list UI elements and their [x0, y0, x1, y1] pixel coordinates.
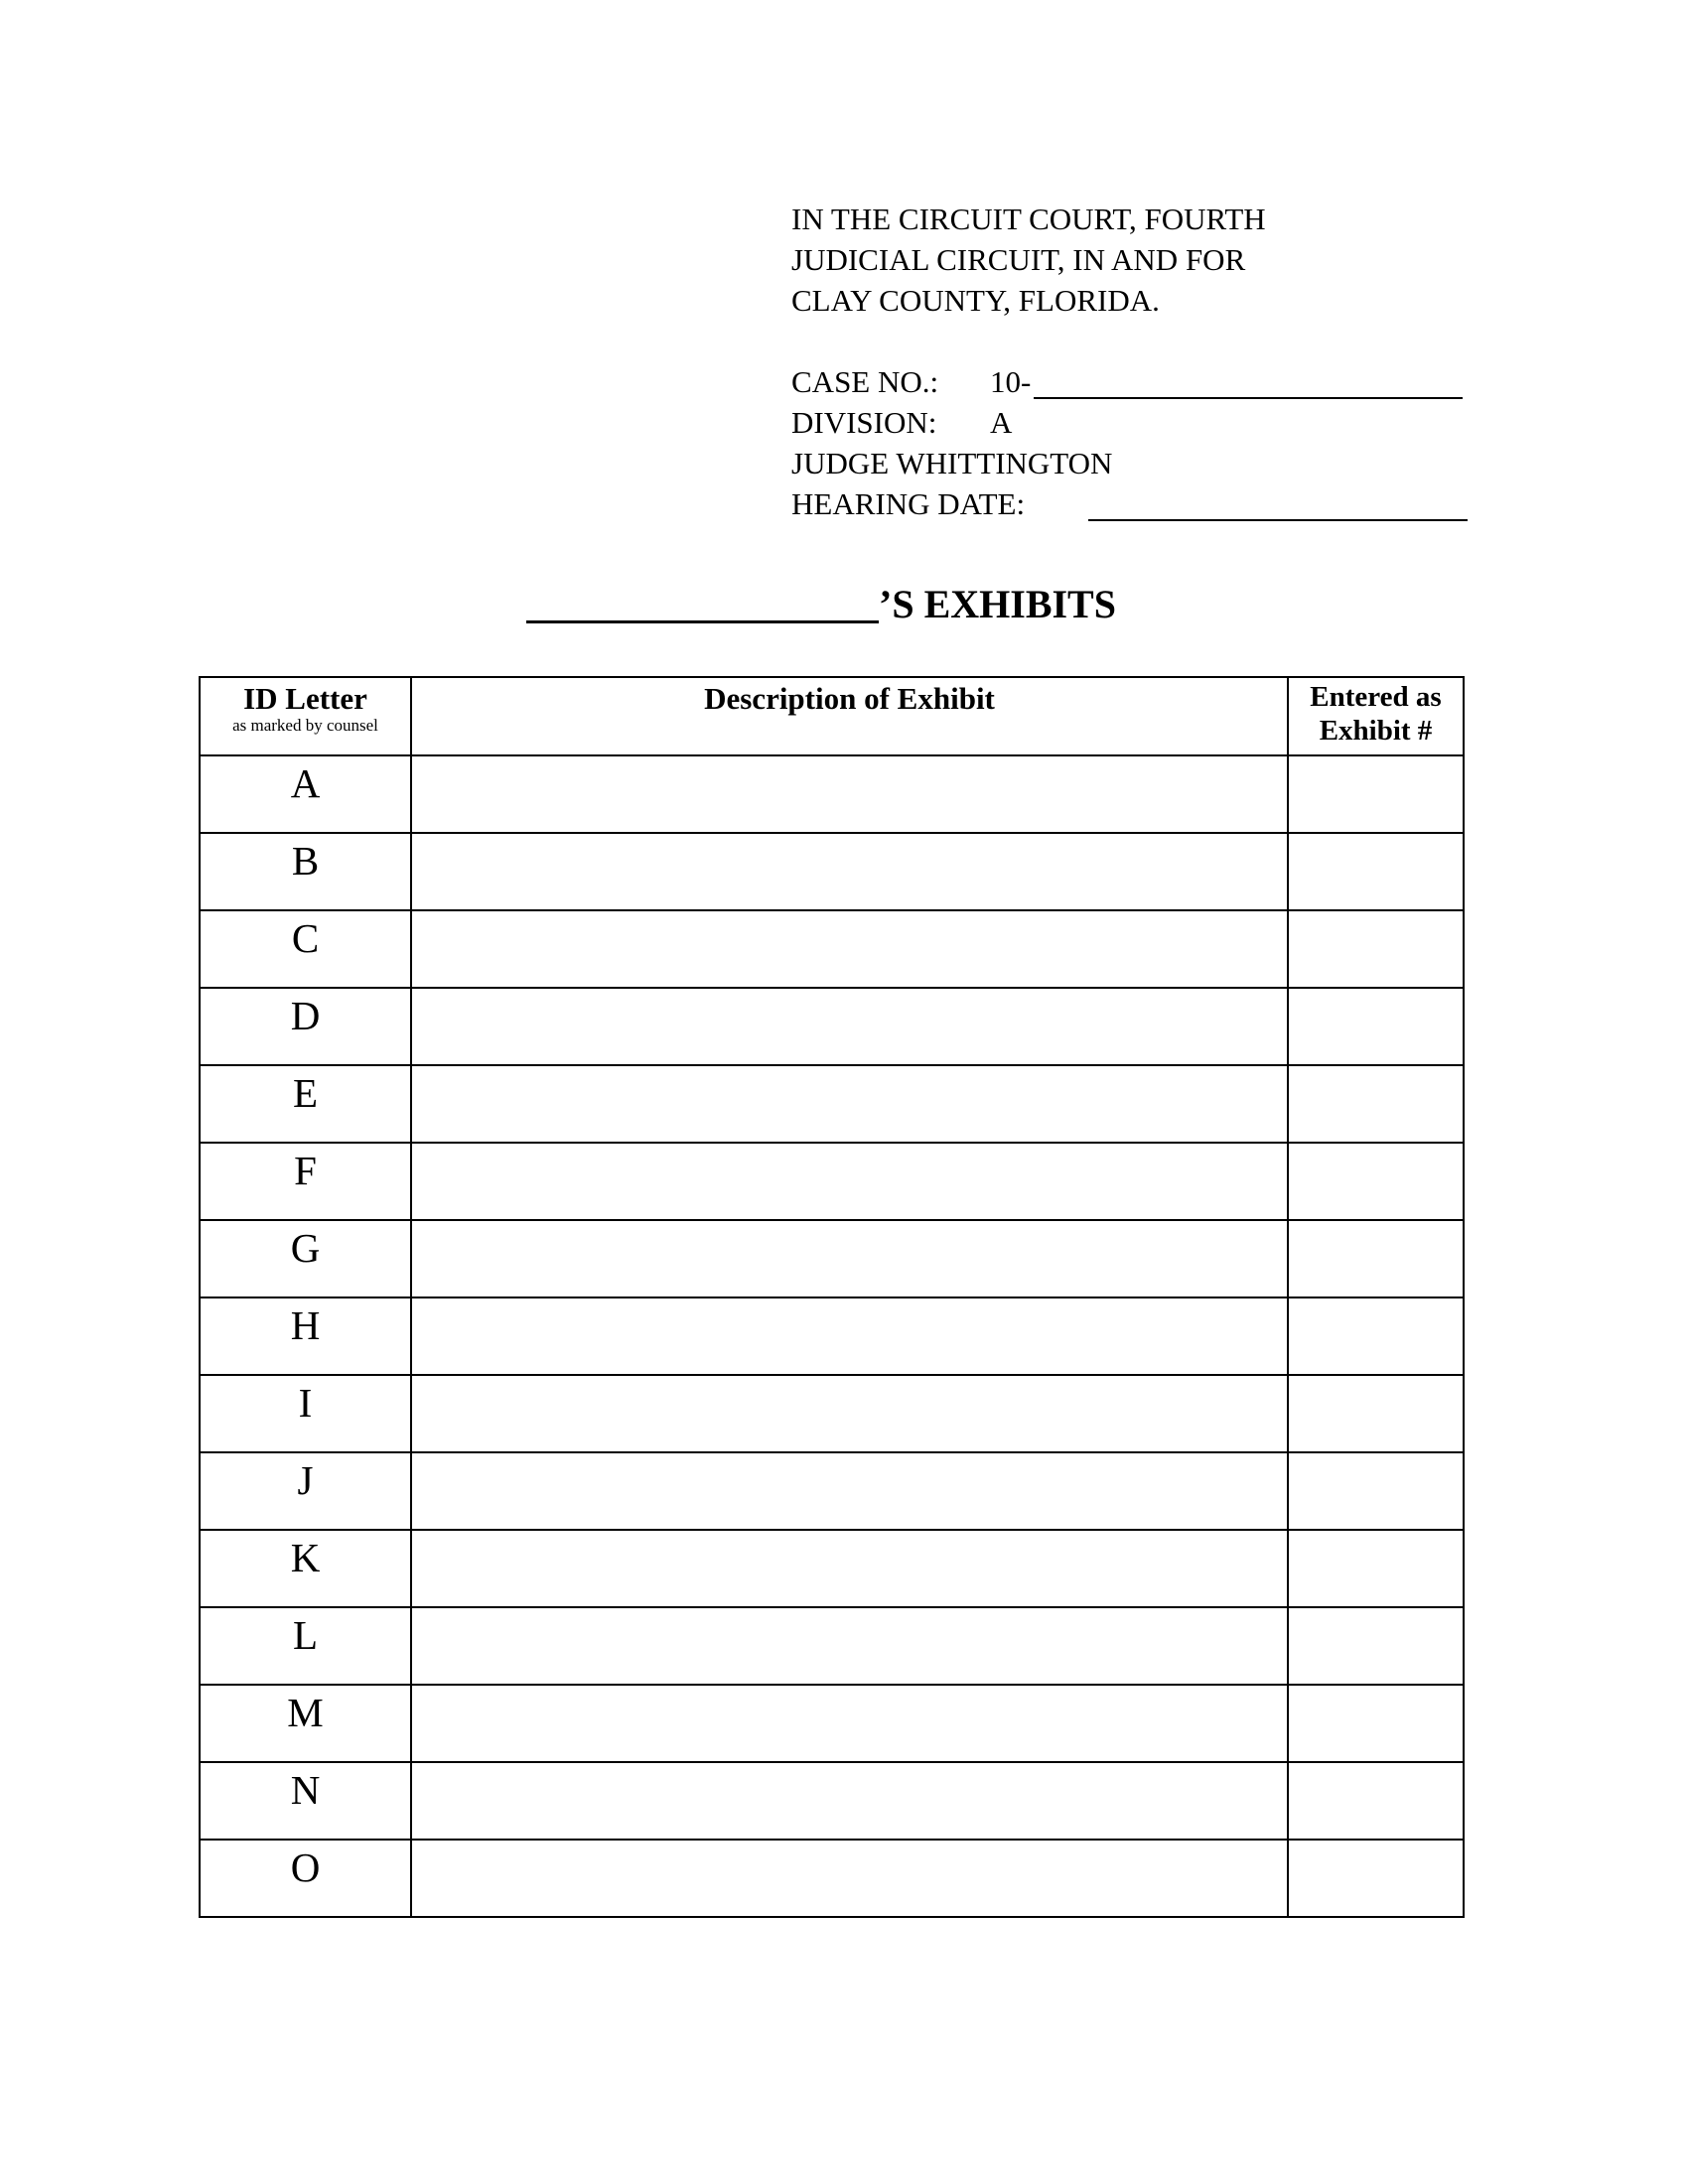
table-row: [200, 1530, 1464, 1607]
entered-exhibit-cell[interactable]: [1288, 755, 1464, 833]
entered-exhibit-cell[interactable]: [1288, 1840, 1464, 1917]
id-letter-cell: [200, 833, 411, 910]
court-caption-line-2: JUDICIAL CIRCUIT, IN AND FOR: [791, 242, 1246, 277]
description-cell[interactable]: [411, 1685, 1288, 1762]
id-letter-cell: [200, 988, 411, 1065]
table-row: [200, 1840, 1464, 1917]
id-letter-cell: [200, 1297, 411, 1375]
party-name-blank[interactable]: [526, 581, 879, 623]
table-row: [200, 1065, 1464, 1143]
entered-exhibit-cell[interactable]: [1288, 1143, 1464, 1220]
id-letter: G: [290, 1225, 321, 1271]
id-letter: B: [291, 838, 320, 884]
division-label: DIVISION:: [791, 405, 937, 440]
id-letter-cell: [200, 1375, 411, 1452]
description-cell[interactable]: [411, 1762, 1288, 1840]
entered-exhibit-cell[interactable]: [1288, 1220, 1464, 1297]
id-letter: I: [298, 1380, 313, 1426]
id-letter-cell: [200, 755, 411, 833]
entered-exhibit-cell[interactable]: [1288, 1452, 1464, 1530]
header-entered-line-2: Exhibit #: [1319, 715, 1433, 747]
header-id-letter-sublabel: as marked by counsel: [232, 716, 378, 735]
header-id-letter: [200, 677, 411, 755]
id-letter-cell: [200, 1143, 411, 1220]
id-letter-cell: [200, 1762, 411, 1840]
id-letter: C: [291, 915, 320, 961]
id-letter-cell: [200, 1840, 411, 1917]
id-letter-cell: [200, 1065, 411, 1143]
division-row: [791, 402, 1486, 443]
exhibits-title-text: ’S EXHIBITS: [879, 582, 1116, 626]
table-row: [200, 755, 1464, 833]
description-cell[interactable]: [411, 1375, 1288, 1452]
entered-exhibit-cell[interactable]: [1288, 1297, 1464, 1375]
header-entered-line-1: Entered as: [1310, 681, 1442, 713]
exhibits-table: [199, 676, 1465, 1918]
id-letter-cell: [200, 1685, 411, 1762]
table-row: [200, 833, 1464, 910]
id-letter-cell: [200, 1607, 411, 1685]
description-cell[interactable]: [411, 1607, 1288, 1685]
table-row: [200, 988, 1464, 1065]
id-letter-cell: [200, 910, 411, 988]
description-cell[interactable]: [411, 1297, 1288, 1375]
table-row: [200, 910, 1464, 988]
judge-name: JUDGE WHITTINGTON: [791, 446, 1113, 480]
description-cell[interactable]: [411, 1065, 1288, 1143]
entered-exhibit-cell[interactable]: [1288, 1607, 1464, 1685]
table-row: [200, 1220, 1464, 1297]
table-header-row: [200, 677, 1464, 755]
id-letter: F: [294, 1148, 317, 1193]
court-caption-line-3: CLAY COUNTY, FLORIDA.: [791, 283, 1160, 318]
case-info: [791, 361, 1486, 524]
header-id-letter-label: ID Letter: [243, 681, 367, 716]
id-letter-cell: [200, 1452, 411, 1530]
id-letter: A: [290, 760, 321, 806]
id-letter: N: [290, 1767, 321, 1813]
id-letter: K: [290, 1535, 321, 1580]
id-letter: E: [292, 1070, 319, 1116]
description-cell[interactable]: [411, 1530, 1288, 1607]
table-row: [200, 1297, 1464, 1375]
hearing-date-label: HEARING DATE:: [791, 486, 1026, 521]
description-cell[interactable]: [411, 833, 1288, 910]
case-number-label: CASE NO.:: [791, 364, 939, 399]
case-number-row: [791, 361, 1486, 402]
table-row: [200, 1143, 1464, 1220]
id-letter: D: [290, 993, 321, 1038]
entered-exhibit-cell[interactable]: [1288, 1065, 1464, 1143]
table-row: [200, 1762, 1464, 1840]
entered-exhibit-cell[interactable]: [1288, 988, 1464, 1065]
description-cell[interactable]: [411, 1452, 1288, 1530]
description-cell[interactable]: [411, 1220, 1288, 1297]
id-letter-cell: [200, 1530, 411, 1607]
table-row: [200, 1375, 1464, 1452]
id-letter: J: [297, 1457, 314, 1503]
court-caption-line-1: IN THE CIRCUIT COURT, FOURTH: [791, 202, 1266, 236]
description-cell[interactable]: [411, 988, 1288, 1065]
case-number-blank[interactable]: [1034, 397, 1463, 399]
entered-exhibit-cell[interactable]: [1288, 833, 1464, 910]
id-letter: O: [290, 1844, 321, 1890]
table-row: [200, 1607, 1464, 1685]
case-number-prefix: 10-: [990, 364, 1032, 399]
entered-exhibit-cell[interactable]: [1288, 1375, 1464, 1452]
entered-exhibit-cell[interactable]: [1288, 1530, 1464, 1607]
id-letter: L: [292, 1612, 319, 1658]
description-cell[interactable]: [411, 1840, 1288, 1917]
hearing-date-row: [791, 483, 1486, 524]
header-entered: [1288, 677, 1464, 755]
table-row: [200, 1452, 1464, 1530]
entered-exhibit-cell[interactable]: [1288, 1762, 1464, 1840]
entered-exhibit-cell[interactable]: [1288, 910, 1464, 988]
id-letter-cell: [200, 1220, 411, 1297]
id-letter: M: [287, 1690, 324, 1735]
id-letter: H: [290, 1302, 321, 1348]
header-description-label: Description of Exhibit: [704, 681, 995, 716]
division-value: A: [990, 405, 1013, 440]
court-caption: [791, 199, 1486, 321]
header-description: [411, 677, 1288, 755]
description-cell[interactable]: [411, 755, 1288, 833]
hearing-date-blank[interactable]: [1088, 519, 1468, 521]
judge-row: [791, 443, 1486, 483]
entered-exhibit-cell[interactable]: [1288, 1685, 1464, 1762]
exhibits-title: [526, 581, 1116, 630]
description-cell[interactable]: [411, 910, 1288, 988]
table-row: [200, 1685, 1464, 1762]
description-cell[interactable]: [411, 1143, 1288, 1220]
